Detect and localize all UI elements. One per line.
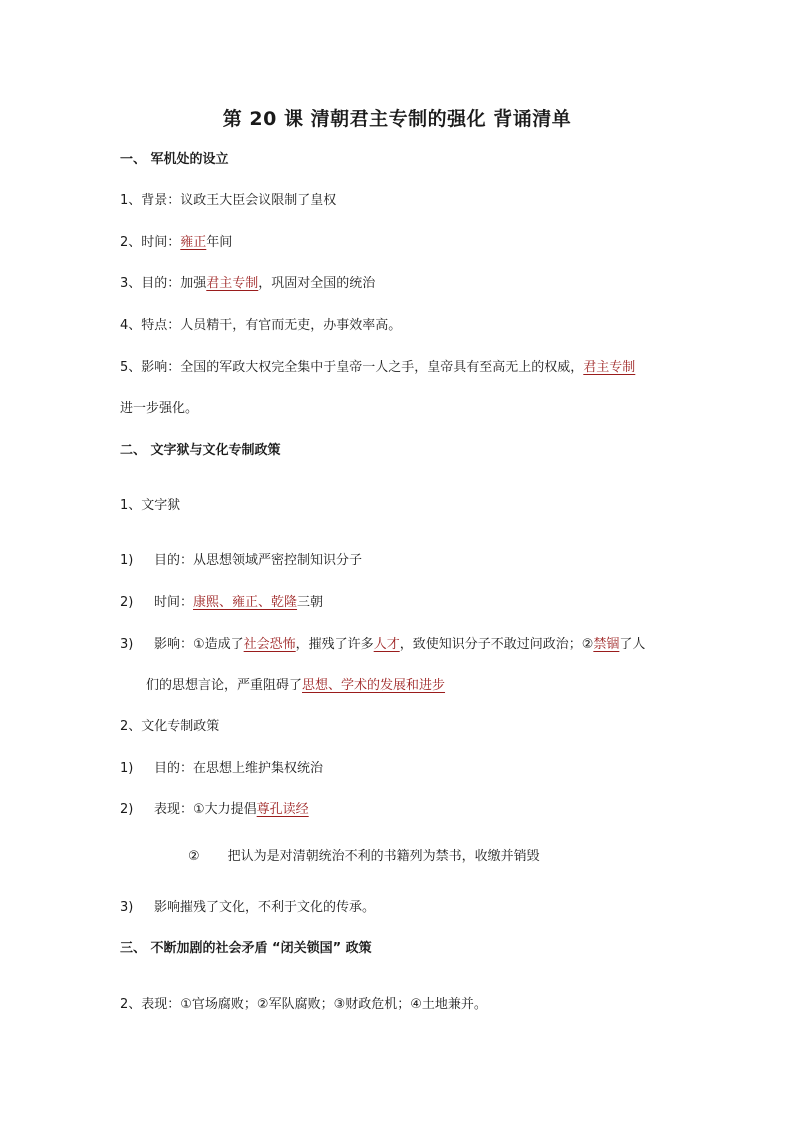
- highlight-term: 思想、学术的发展和进步: [302, 678, 446, 693]
- item-text: 了人: [619, 637, 646, 652]
- list-item: 4、特点：人员精干，有官而无吏，办事效率高。: [120, 318, 402, 333]
- subsection-label: 1、文字狱: [120, 498, 181, 513]
- item-text: 目的：从思想领域严密控制知识分子: [154, 553, 363, 568]
- item-text: 议政王大臣会议限制了皇权: [180, 193, 337, 208]
- list-item: 2、表现：①官场腐败；②军队腐败；③财政危机；④土地兼并。: [120, 997, 487, 1012]
- list-item-sub: [188, 848, 540, 866]
- item-text: 目的：在思想上维护集权统治: [154, 761, 324, 776]
- item-number: 1): [120, 553, 134, 568]
- section-heading-1: 一、 军机处的设立: [120, 152, 229, 167]
- item-suffix: 三朝: [297, 595, 324, 610]
- item-number: 1): [120, 761, 134, 776]
- list-item: [120, 636, 645, 654]
- section-heading-2: 二、 文字狱与文化专制政策: [120, 443, 281, 458]
- list-item-continuation: [146, 677, 445, 695]
- list-item: [120, 552, 362, 570]
- item-text: 影响：①造成了: [154, 637, 244, 652]
- list-item: [120, 192, 336, 210]
- item-number: 2): [120, 802, 134, 817]
- item-prefix: 时间：: [154, 595, 194, 610]
- highlight-term: 雍正: [180, 235, 207, 250]
- highlight-term: 社会恐怖: [243, 637, 296, 652]
- list-item: [120, 234, 232, 252]
- item-prefix: 表现：①大力提倡: [154, 802, 257, 817]
- section-heading-3: 三、 不断加剧的社会矛盾 “闭关锁国” 政策: [120, 941, 372, 956]
- highlight-term: 禁锢: [593, 637, 620, 652]
- list-item: [120, 801, 309, 819]
- highlight-term: 尊孔读经: [256, 802, 309, 817]
- item-prefix: 5、影响：全国的军政大权完全集中于皇帝一人之手，皇帝具有至高无上的权威，: [120, 360, 584, 375]
- item-text: 把认为是对清朝统治不利的书籍列为禁书，收缴并销毁: [227, 849, 540, 864]
- highlight-term: 君主专制: [206, 276, 259, 291]
- item-number: 2): [120, 595, 134, 610]
- list-item: [120, 760, 323, 778]
- list-item-continuation: 进一步强化。: [120, 401, 199, 416]
- item-number: 3): [120, 900, 134, 915]
- item-text: 影响摧残了文化，不利于文化的传承。: [154, 900, 376, 915]
- circled-number: ②: [188, 849, 200, 864]
- list-item: [120, 359, 635, 377]
- list-item: [120, 594, 323, 612]
- item-text: 们的思想言论，严重阻碍了: [146, 678, 303, 693]
- highlight-term: 康熙、雍正、乾隆: [193, 595, 298, 610]
- list-item: [120, 275, 375, 293]
- item-suffix: 年间: [206, 235, 233, 250]
- item-prefix: 2、时间：: [120, 235, 181, 250]
- highlight-term: 人才: [373, 637, 400, 652]
- list-item: [120, 899, 375, 917]
- highlight-term: 君主专制: [583, 360, 636, 375]
- item-prefix: 1、背景：: [120, 193, 181, 208]
- item-prefix: 3、目的：加强: [120, 276, 207, 291]
- item-suffix: ，巩固对全国的统治: [258, 276, 376, 291]
- item-number: 3): [120, 637, 134, 652]
- subsection-label: 2、文化专制政策: [120, 719, 220, 734]
- item-text: ，摧残了许多: [295, 637, 374, 652]
- document-title: 第 20 课 清朝君主专制的强化 背诵清单: [222, 108, 572, 130]
- item-text: ，致使知识分子不敢过问政治；②: [399, 637, 594, 652]
